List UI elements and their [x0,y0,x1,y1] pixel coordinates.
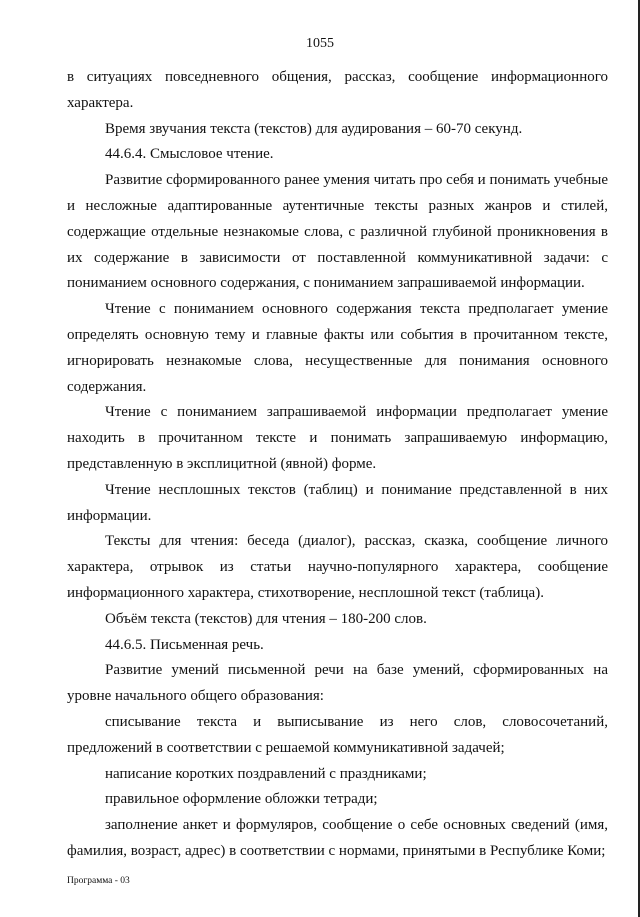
paragraph: 44.6.4. Смысловое чтение. [105,146,274,163]
paragraph: заполнение анкет и формуляров, сообщение о себе основных сведений (имя, фамилия, возраст, адрес) в соответствии с нормами, принятыми в Республике Коми; [67,817,608,859]
paragraph: Объём текста (текстов) для чтения – 180-200 слов. [105,610,427,627]
paragraph: Развитие умений письменной речи на базе умений, сформированных на уровне начального общего образования: [67,662,608,705]
paragraph: написание коротких поздравлений с праздниками; [105,765,427,782]
paragraph: Время звучания текста (текстов) для аудирования – 60-70 секунд. [105,120,523,137]
page-number: 1055 [306,36,334,51]
body-text [67,65,608,865]
paragraph: 44.6.5. Письменная речь. [105,636,264,653]
paragraph: в ситуациях повседневного общения, рассказ, сообщение информационного характера. [67,69,608,111]
paragraph: списывание текста и выписывание из него слов, словосочетаний, предложений в соответствии с решаемой коммуникативной задачей; [67,713,608,756]
paragraph: Развитие сформированного ранее умения читать про себя и понимать учебные и несложные адаптированные аутентичные тексты разных жанров и стилей, содержащие отдельные незнакомые слова, с различной глубиной проникновения в их содержание в зависимости от поставленной коммуникативной задачи: с пониманием основного содержания, с пониманием запрашиваемой информации. [67,172,608,292]
paragraph: Тексты для чтения: беседа (диалог), рассказ, сказка, сообщение личного характера, отрывок из статьи научно-популярного характера, сообщение информационного характера, стихотворение, несплошной текст (таблица). [67,533,608,601]
paragraph: Чтение с пониманием основного содержания текста предполагает умение определять основную тему и главные факты или события в прочитанном тексте, игнорировать незнакомые слова, несущественные для понимания основного содержания. [67,301,608,395]
paragraph: правильное оформление обложки тетради; [105,791,378,808]
page-footer: Программа - 03 [67,876,130,886]
paragraph: Чтение с пониманием запрашиваемой информации предполагает умение находить в прочитанном тексте и понимать запрашиваемую информацию, представленную в эксплицитной (явной) форме. [67,404,608,472]
paragraph: Чтение несплошных текстов (таблиц) и понимание представленной в них информации. [67,481,608,524]
